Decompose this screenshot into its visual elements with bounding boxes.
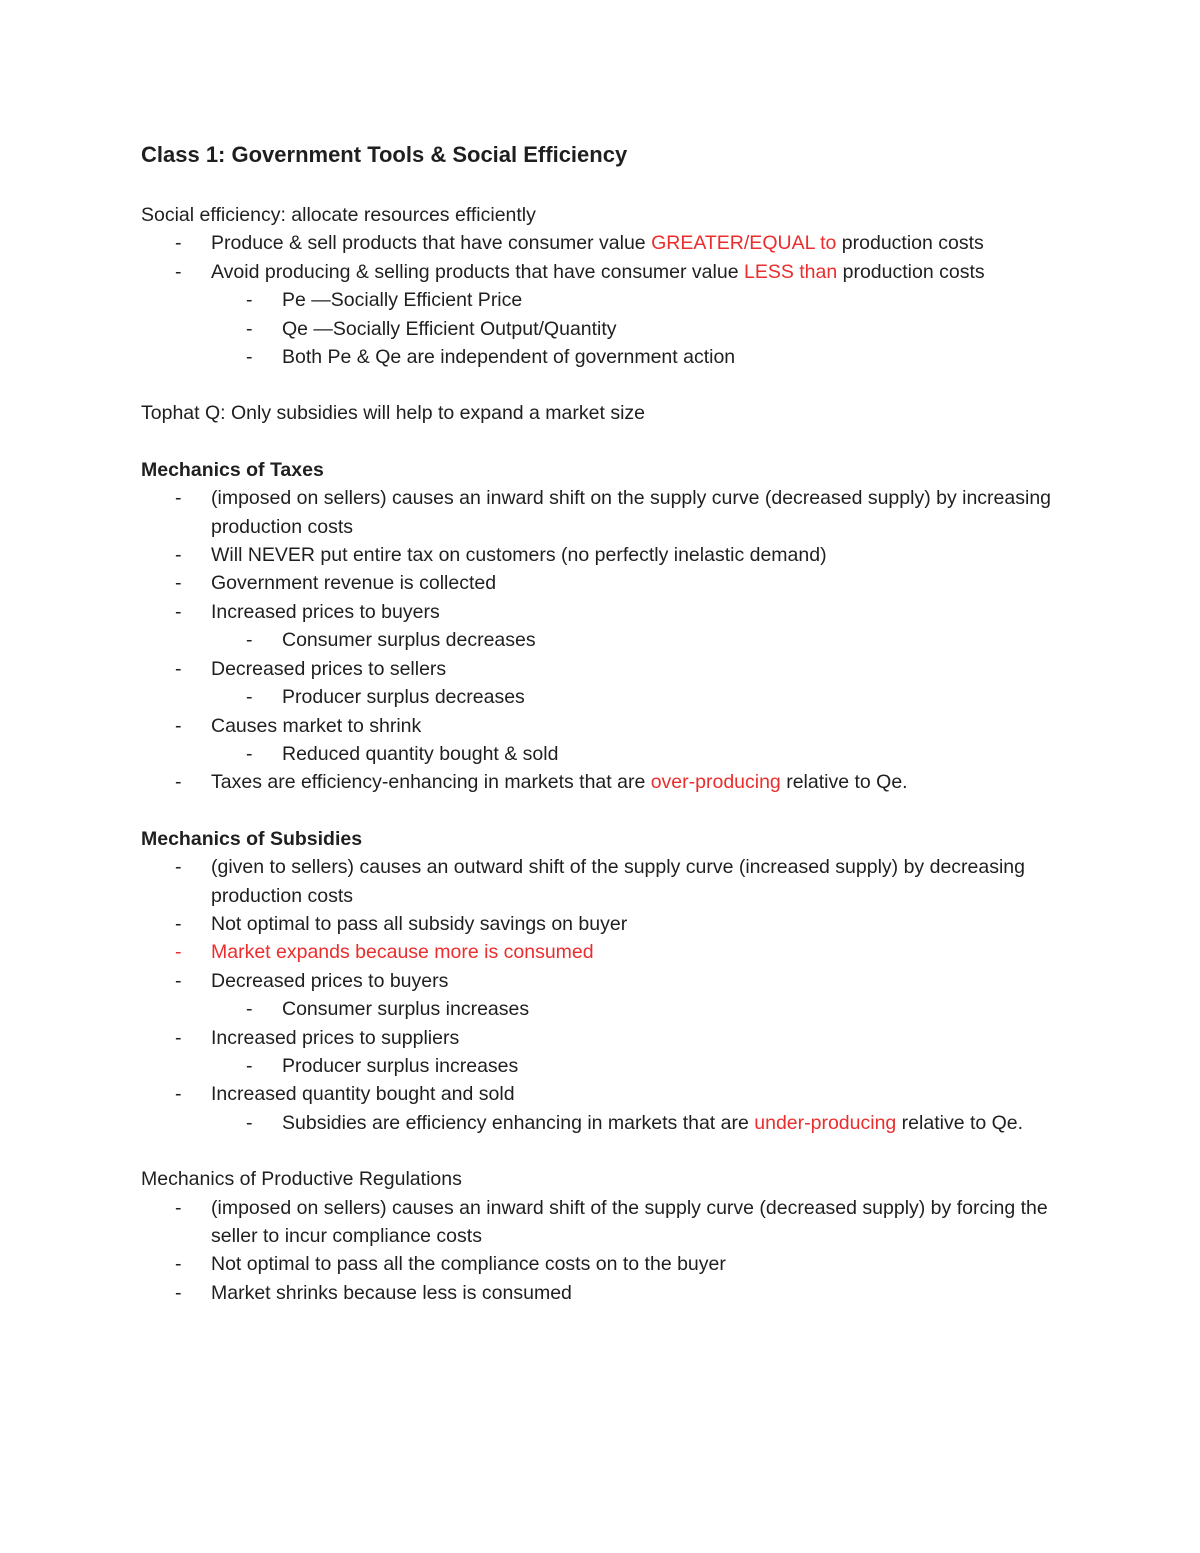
subsidies-list — [141, 853, 1061, 1137]
highlight-text: GREATER/EQUAL to — [651, 232, 837, 255]
list-item: - Government revenue is collected — [141, 569, 1061, 597]
sub-list-item: - Pe —Socially Efficient Price — [141, 286, 1061, 314]
bullet-dash-icon: - — [246, 346, 253, 369]
list-item: - Causes market to shrink — [141, 712, 1061, 740]
tophat-question: Tophat Q: Only subsidies will help to expand a market size — [141, 402, 646, 425]
list-item: - (imposed on sellers) causes an inward shift on the supply curve (decreased supply) by increasing production costs — [141, 484, 1061, 541]
bullet-dash-icon: - — [175, 657, 182, 680]
list-item: - (imposed on sellers) causes an inward shift of the supply curve (decreased supply) by forcing the seller to incur compliance costs — [141, 1194, 1061, 1251]
list-item: - Taxes are efficiency-enhancing in markets that are over-producing relative to Qe. — [141, 768, 1061, 796]
sub-list-item: - Consumer surplus decreases — [141, 626, 1061, 654]
bullet-dash-icon: - — [175, 771, 182, 794]
regulations-list — [141, 1194, 1061, 1308]
subsidies-heading: Mechanics of Subsidies — [141, 827, 363, 850]
bullet-dash-icon: - — [175, 232, 182, 255]
list-item: - Produce & sell products that have consumer value GREATER/EQUAL to production costs — [141, 229, 1061, 257]
list-item: - Increased prices to buyers — [141, 598, 1061, 626]
bullet-dash-icon: - — [175, 1083, 182, 1106]
bullet-dash-icon: - — [175, 1196, 182, 1219]
bullet-dash-icon: - — [175, 487, 182, 510]
bullet-dash-icon: - — [246, 629, 253, 652]
taxes-list — [141, 484, 1061, 796]
taxes-heading: Mechanics of Taxes — [141, 458, 324, 481]
list-item: - (given to sellers) causes an outward shift of the supply curve (increased supply) by decreasing production costs — [141, 853, 1061, 910]
sub-list-item: - Producer surplus decreases — [141, 683, 1061, 711]
bullet-dash-icon: - — [175, 1026, 182, 1049]
list-item: - Will NEVER put entire tax on customers (no perfectly inelastic demand) — [141, 541, 1061, 569]
bullet-dash-icon: - — [175, 1253, 182, 1276]
list-item: - Decreased prices to buyers — [141, 967, 1061, 995]
list-item: - Not optimal to pass all subsidy savings on buyer — [141, 910, 1061, 938]
sub-list-item: - Subsidies are efficiency enhancing in markets that are under-producing relative to Qe. — [141, 1109, 1061, 1137]
sub-list-item: - Producer surplus increases — [141, 1052, 1061, 1080]
sub-list-item: - Both Pe & Qe are independent of government action — [141, 343, 1061, 371]
list-item: - Increased prices to suppliers — [141, 1024, 1061, 1052]
page-title: Class 1: Government Tools & Social Efficiency — [141, 142, 628, 167]
bullet-dash-icon: - — [246, 742, 253, 765]
bullet-dash-icon: - — [175, 856, 182, 879]
bullet-dash-icon: - — [175, 714, 182, 737]
regulations-heading: Mechanics of Productive Regulations — [141, 1168, 462, 1191]
bullet-dash-icon: - — [246, 317, 253, 340]
bullet-dash-icon: - — [246, 998, 253, 1021]
bullet-dash-icon: - — [175, 260, 182, 283]
social-efficiency-list — [141, 229, 1061, 371]
document-body — [141, 139, 1061, 1307]
bullet-dash-icon: - — [175, 544, 182, 567]
bullet-dash-icon: - — [175, 600, 182, 623]
bullet-dash-icon: - — [175, 1281, 182, 1304]
list-item: - Avoid producing & selling products that have consumer value LESS than production costs — [141, 258, 1061, 286]
list-item: - Not optimal to pass all the compliance costs on to the buyer — [141, 1250, 1061, 1278]
list-item: - Market shrinks because less is consumed — [141, 1279, 1061, 1307]
bullet-dash-icon: - — [175, 912, 182, 935]
sub-list-item: - Consumer surplus increases — [141, 995, 1061, 1023]
bullet-dash-icon: - — [246, 686, 253, 709]
bullet-dash-icon: - — [246, 289, 253, 312]
list-item-highlighted: - Market expands because more is consumed — [141, 938, 1061, 966]
highlight-text: over-producing — [650, 771, 781, 794]
bullet-dash-icon: - — [246, 1054, 253, 1077]
highlight-text: LESS than — [743, 260, 838, 283]
highlight-text: under-producing — [754, 1111, 897, 1134]
bullet-dash-icon: - — [175, 969, 182, 992]
social-efficiency-intro: Social efficiency: allocate resources efficiently — [141, 204, 536, 226]
sub-list-item: - Reduced quantity bought & sold — [141, 740, 1061, 768]
list-item: - Decreased prices to sellers — [141, 655, 1061, 683]
bullet-dash-icon: - — [175, 941, 182, 964]
bullet-dash-icon: - — [246, 1111, 253, 1134]
sub-list-item: - Qe —Socially Efficient Output/Quantity — [141, 315, 1061, 343]
bullet-dash-icon: - — [175, 572, 182, 595]
list-item: - Increased quantity bought and sold — [141, 1080, 1061, 1108]
